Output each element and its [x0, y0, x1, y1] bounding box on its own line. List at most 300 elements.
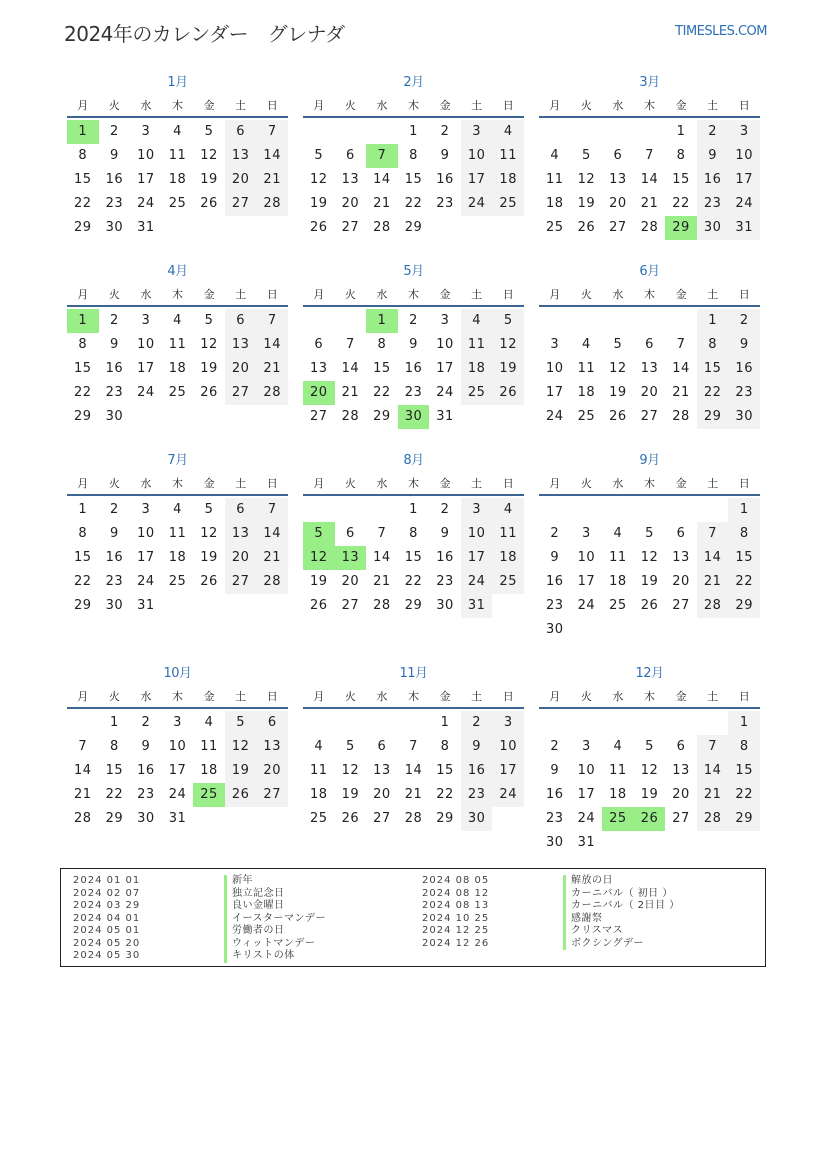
day-cell[interactable]: 17	[137, 550, 155, 565]
day-cell[interactable]: 5	[645, 526, 654, 541]
day-cell[interactable]: 17	[436, 361, 454, 376]
day-cell[interactable]: 9	[728, 333, 760, 357]
day-cell[interactable]: 6	[345, 148, 355, 163]
day-cell[interactable]: 6	[256, 711, 288, 735]
day-cell[interactable]: 28	[373, 598, 391, 613]
day-cell[interactable]: 2	[109, 502, 119, 517]
day-cell[interactable]: 24	[577, 811, 596, 826]
day-cell[interactable]: 17	[577, 574, 596, 589]
day-cell[interactable]: 9	[109, 526, 119, 541]
day-cell[interactable]: 11	[492, 144, 524, 168]
holiday-day-cell[interactable]: 5	[303, 522, 335, 546]
day-cell[interactable]: 7	[697, 522, 729, 546]
day-cell[interactable]: 8	[728, 735, 760, 759]
day-cell[interactable]: 5	[204, 124, 214, 139]
day-cell[interactable]: 28	[74, 811, 92, 826]
day-cell[interactable]: 22	[373, 385, 391, 400]
day-cell[interactable]: 17	[546, 385, 564, 400]
day-cell[interactable]: 19	[200, 361, 218, 376]
day-cell[interactable]: 10	[492, 735, 524, 759]
day-cell[interactable]: 12	[200, 148, 218, 163]
day-cell[interactable]: 27	[640, 409, 659, 424]
day-cell[interactable]: 22	[404, 196, 423, 211]
day-cell[interactable]: 13	[640, 361, 659, 376]
day-cell[interactable]: 5	[645, 739, 654, 754]
day-cell[interactable]: 3	[440, 313, 450, 328]
day-cell[interactable]: 27	[225, 381, 257, 405]
day-cell[interactable]: 8	[409, 526, 418, 541]
day-cell[interactable]: 14	[697, 546, 729, 570]
day-cell[interactable]: 30	[105, 598, 124, 613]
day-cell[interactable]: 27	[310, 409, 328, 424]
day-cell[interactable]: 19	[577, 196, 596, 211]
day-cell[interactable]: 6	[645, 337, 654, 352]
day-cell[interactable]: 5	[613, 337, 623, 352]
day-cell[interactable]: 8	[78, 148, 88, 163]
day-cell[interactable]: 1	[697, 309, 729, 333]
day-cell[interactable]: 29	[74, 409, 92, 424]
day-cell[interactable]: 11	[200, 739, 218, 754]
day-cell[interactable]: 26	[310, 220, 328, 235]
day-cell[interactable]: 6	[613, 148, 623, 163]
day-cell[interactable]: 16	[546, 574, 564, 589]
day-cell[interactable]: 24	[461, 570, 493, 594]
day-cell[interactable]: 10	[577, 550, 596, 565]
day-cell[interactable]: 23	[137, 787, 155, 802]
day-cell[interactable]: 17	[137, 172, 155, 187]
day-cell[interactable]: 2	[409, 313, 418, 328]
day-cell[interactable]: 3	[492, 711, 524, 735]
day-cell[interactable]: 27	[256, 783, 288, 807]
holiday-day-cell[interactable]: 30	[398, 405, 430, 429]
day-cell[interactable]: 22	[74, 574, 92, 589]
day-cell[interactable]: 21	[697, 570, 729, 594]
day-cell[interactable]: 13	[225, 144, 257, 168]
day-cell[interactable]: 31	[577, 835, 596, 850]
day-cell[interactable]: 28	[256, 570, 288, 594]
day-cell[interactable]: 22	[728, 783, 760, 807]
day-cell[interactable]: 16	[461, 759, 493, 783]
day-cell[interactable]: 25	[310, 811, 328, 826]
day-cell[interactable]: 6	[225, 120, 257, 144]
day-cell[interactable]: 23	[105, 574, 124, 589]
day-cell[interactable]: 14	[697, 759, 729, 783]
day-cell[interactable]: 30	[105, 409, 124, 424]
day-cell[interactable]: 10	[461, 144, 493, 168]
day-cell[interactable]: 27	[225, 570, 257, 594]
day-cell[interactable]: 1	[109, 715, 119, 730]
holiday-day-cell[interactable]: 12	[303, 546, 335, 570]
day-cell[interactable]: 3	[461, 498, 493, 522]
day-cell[interactable]: 19	[341, 787, 360, 802]
day-cell[interactable]: 13	[341, 172, 360, 187]
day-cell[interactable]: 16	[436, 172, 454, 187]
day-cell[interactable]: 6	[377, 739, 387, 754]
day-cell[interactable]: 2	[550, 526, 560, 541]
day-cell[interactable]: 20	[225, 357, 257, 381]
day-cell[interactable]: 14	[672, 361, 690, 376]
day-cell[interactable]: 25	[577, 409, 596, 424]
day-cell[interactable]: 21	[373, 574, 391, 589]
day-cell[interactable]: 29	[74, 220, 92, 235]
day-cell[interactable]: 13	[672, 550, 690, 565]
day-cell[interactable]: 22	[697, 381, 729, 405]
day-cell[interactable]: 24	[436, 385, 454, 400]
day-cell[interactable]: 6	[225, 309, 257, 333]
day-cell[interactable]: 16	[105, 361, 124, 376]
day-cell[interactable]: 14	[256, 333, 288, 357]
day-cell[interactable]: 4	[173, 313, 182, 328]
day-cell[interactable]: 4	[204, 715, 214, 730]
day-cell[interactable]: 15	[728, 759, 760, 783]
day-cell[interactable]: 1	[409, 124, 418, 139]
day-cell[interactable]: 7	[377, 526, 387, 541]
day-cell[interactable]: 27	[609, 220, 627, 235]
day-cell[interactable]: 11	[310, 763, 328, 778]
day-cell[interactable]: 16	[404, 361, 423, 376]
day-cell[interactable]: 21	[373, 196, 391, 211]
day-cell[interactable]: 10	[436, 337, 454, 352]
day-cell[interactable]: 15	[373, 361, 391, 376]
day-cell[interactable]: 1	[78, 502, 88, 517]
day-cell[interactable]: 30	[697, 216, 729, 240]
day-cell[interactable]: 12	[225, 735, 257, 759]
day-cell[interactable]: 19	[640, 574, 659, 589]
day-cell[interactable]: 25	[168, 574, 187, 589]
day-cell[interactable]: 18	[168, 361, 187, 376]
day-cell[interactable]: 28	[672, 409, 690, 424]
day-cell[interactable]: 12	[200, 337, 218, 352]
day-cell[interactable]: 20	[225, 168, 257, 192]
day-cell[interactable]: 31	[461, 594, 493, 618]
holiday-day-cell[interactable]: 29	[665, 216, 697, 240]
day-cell[interactable]: 20	[373, 787, 391, 802]
day-cell[interactable]: 30	[546, 835, 564, 850]
day-cell[interactable]: 29	[74, 598, 92, 613]
day-cell[interactable]: 26	[640, 598, 659, 613]
day-cell[interactable]: 6	[225, 498, 257, 522]
day-cell[interactable]: 30	[137, 811, 155, 826]
day-cell[interactable]: 24	[546, 409, 564, 424]
day-cell[interactable]: 4	[173, 502, 182, 517]
day-cell[interactable]: 4	[613, 526, 623, 541]
day-cell[interactable]: 17	[728, 168, 760, 192]
day-cell[interactable]: 19	[609, 385, 627, 400]
day-cell[interactable]: 16	[105, 550, 124, 565]
day-cell[interactable]: 4	[314, 739, 324, 754]
holiday-day-cell[interactable]: 25	[193, 783, 225, 807]
day-cell[interactable]: 7	[676, 337, 686, 352]
day-cell[interactable]: 6	[676, 526, 686, 541]
day-cell[interactable]: 31	[137, 598, 155, 613]
day-cell[interactable]: 22	[74, 385, 92, 400]
day-cell[interactable]: 19	[310, 574, 328, 589]
day-cell[interactable]: 26	[341, 811, 360, 826]
day-cell[interactable]: 18	[200, 763, 218, 778]
day-cell[interactable]: 21	[256, 546, 288, 570]
day-cell[interactable]: 9	[109, 148, 119, 163]
day-cell[interactable]: 20	[256, 759, 288, 783]
day-cell[interactable]: 4	[492, 498, 524, 522]
day-cell[interactable]: 4	[581, 337, 591, 352]
day-cell[interactable]: 7	[256, 120, 288, 144]
day-cell[interactable]: 28	[256, 192, 288, 216]
day-cell[interactable]: 29	[404, 220, 423, 235]
holiday-day-cell[interactable]: 1	[67, 309, 99, 333]
day-cell[interactable]: 25	[492, 570, 524, 594]
day-cell[interactable]: 20	[341, 196, 360, 211]
day-cell[interactable]: 25	[168, 385, 187, 400]
day-cell[interactable]: 6	[345, 526, 355, 541]
day-cell[interactable]: 7	[409, 739, 418, 754]
day-cell[interactable]: 22	[672, 196, 690, 211]
day-cell[interactable]: 9	[697, 144, 729, 168]
day-cell[interactable]: 8	[409, 148, 418, 163]
day-cell[interactable]: 2	[697, 120, 729, 144]
day-cell[interactable]: 15	[404, 550, 423, 565]
day-cell[interactable]: 9	[550, 763, 560, 778]
day-cell[interactable]: 23	[105, 385, 124, 400]
day-cell[interactable]: 20	[672, 787, 690, 802]
day-cell[interactable]: 26	[310, 598, 328, 613]
day-cell[interactable]: 27	[672, 811, 690, 826]
day-cell[interactable]: 13	[225, 333, 257, 357]
day-cell[interactable]: 29	[728, 594, 760, 618]
day-cell[interactable]: 29	[436, 811, 454, 826]
day-cell[interactable]: 30	[461, 807, 493, 831]
day-cell[interactable]: 23	[461, 783, 493, 807]
day-cell[interactable]: 3	[141, 124, 151, 139]
day-cell[interactable]: 7	[256, 498, 288, 522]
day-cell[interactable]: 27	[341, 220, 360, 235]
day-cell[interactable]: 21	[697, 783, 729, 807]
day-cell[interactable]: 28	[256, 381, 288, 405]
holiday-day-cell[interactable]: 1	[366, 309, 398, 333]
day-cell[interactable]: 18	[492, 546, 524, 570]
day-cell[interactable]: 13	[225, 522, 257, 546]
day-cell[interactable]: 16	[697, 168, 729, 192]
day-cell[interactable]: 10	[137, 148, 155, 163]
day-cell[interactable]: 19	[640, 787, 659, 802]
day-cell[interactable]: 15	[105, 763, 124, 778]
day-cell[interactable]: 25	[168, 196, 187, 211]
holiday-day-cell[interactable]: 25	[602, 807, 634, 831]
day-cell[interactable]: 9	[409, 337, 418, 352]
day-cell[interactable]: 12	[492, 333, 524, 357]
day-cell[interactable]: 4	[461, 309, 493, 333]
day-cell[interactable]: 29	[105, 811, 124, 826]
day-cell[interactable]: 17	[168, 763, 187, 778]
day-cell[interactable]: 13	[609, 172, 627, 187]
day-cell[interactable]: 24	[728, 192, 760, 216]
day-cell[interactable]: 18	[546, 196, 564, 211]
day-cell[interactable]: 8	[377, 337, 387, 352]
day-cell[interactable]: 11	[168, 337, 187, 352]
day-cell[interactable]: 14	[640, 172, 659, 187]
day-cell[interactable]: 1	[440, 715, 450, 730]
day-cell[interactable]: 22	[436, 787, 454, 802]
day-cell[interactable]: 18	[461, 357, 493, 381]
day-cell[interactable]: 9	[141, 739, 151, 754]
day-cell[interactable]: 2	[461, 711, 493, 735]
day-cell[interactable]: 17	[461, 546, 493, 570]
day-cell[interactable]: 12	[341, 763, 360, 778]
day-cell[interactable]: 21	[256, 357, 288, 381]
day-cell[interactable]: 13	[310, 361, 328, 376]
day-cell[interactable]: 25	[461, 381, 493, 405]
day-cell[interactable]: 22	[404, 574, 423, 589]
day-cell[interactable]: 16	[436, 550, 454, 565]
holiday-day-cell[interactable]: 20	[303, 381, 335, 405]
day-cell[interactable]: 16	[546, 787, 564, 802]
day-cell[interactable]: 14	[74, 763, 92, 778]
day-cell[interactable]: 23	[697, 192, 729, 216]
day-cell[interactable]: 25	[546, 220, 564, 235]
day-cell[interactable]: 11	[461, 333, 493, 357]
day-cell[interactable]: 2	[141, 715, 151, 730]
day-cell[interactable]: 1	[409, 502, 418, 517]
day-cell[interactable]: 25	[492, 192, 524, 216]
day-cell[interactable]: 19	[225, 759, 257, 783]
day-cell[interactable]: 12	[640, 550, 659, 565]
day-cell[interactable]: 18	[168, 172, 187, 187]
day-cell[interactable]: 26	[609, 409, 627, 424]
day-cell[interactable]: 23	[404, 385, 423, 400]
day-cell[interactable]: 28	[373, 220, 391, 235]
day-cell[interactable]: 20	[672, 574, 690, 589]
day-cell[interactable]: 18	[577, 385, 596, 400]
day-cell[interactable]: 3	[173, 715, 182, 730]
day-cell[interactable]: 17	[137, 361, 155, 376]
site-logo[interactable]: TIMESLES.COM	[675, 24, 767, 39]
day-cell[interactable]: 3	[728, 120, 760, 144]
day-cell[interactable]: 31	[137, 220, 155, 235]
day-cell[interactable]: 10	[137, 526, 155, 541]
day-cell[interactable]: 11	[168, 526, 187, 541]
day-cell[interactable]: 9	[461, 735, 493, 759]
day-cell[interactable]: 30	[436, 598, 454, 613]
day-cell[interactable]: 3	[141, 313, 151, 328]
day-cell[interactable]: 1	[676, 124, 686, 139]
day-cell[interactable]: 7	[645, 148, 654, 163]
day-cell[interactable]: 21	[672, 385, 690, 400]
day-cell[interactable]: 18	[609, 574, 627, 589]
day-cell[interactable]: 10	[461, 522, 493, 546]
day-cell[interactable]: 31	[168, 811, 187, 826]
day-cell[interactable]: 15	[74, 172, 92, 187]
day-cell[interactable]: 10	[137, 337, 155, 352]
day-cell[interactable]: 24	[137, 385, 155, 400]
day-cell[interactable]: 11	[546, 172, 564, 187]
day-cell[interactable]: 24	[461, 192, 493, 216]
day-cell[interactable]: 12	[640, 763, 659, 778]
day-cell[interactable]: 19	[200, 172, 218, 187]
day-cell[interactable]: 29	[697, 405, 729, 429]
day-cell[interactable]: 4	[173, 124, 182, 139]
day-cell[interactable]: 16	[728, 357, 760, 381]
day-cell[interactable]: 3	[550, 337, 560, 352]
day-cell[interactable]: 23	[105, 196, 124, 211]
day-cell[interactable]: 28	[640, 220, 659, 235]
day-cell[interactable]: 13	[256, 735, 288, 759]
day-cell[interactable]: 8	[78, 526, 88, 541]
day-cell[interactable]: 17	[492, 759, 524, 783]
day-cell[interactable]: 11	[609, 550, 627, 565]
day-cell[interactable]: 10	[728, 144, 760, 168]
day-cell[interactable]: 6	[676, 739, 686, 754]
day-cell[interactable]: 26	[200, 574, 218, 589]
day-cell[interactable]: 5	[204, 502, 214, 517]
day-cell[interactable]: 26	[225, 783, 257, 807]
day-cell[interactable]: 4	[613, 739, 623, 754]
day-cell[interactable]: 11	[577, 361, 596, 376]
day-cell[interactable]: 20	[640, 385, 659, 400]
day-cell[interactable]: 7	[697, 735, 729, 759]
day-cell[interactable]: 15	[672, 172, 690, 187]
day-cell[interactable]: 24	[137, 196, 155, 211]
day-cell[interactable]: 12	[200, 526, 218, 541]
day-cell[interactable]: 15	[74, 550, 92, 565]
day-cell[interactable]: 14	[341, 361, 360, 376]
day-cell[interactable]: 13	[373, 763, 391, 778]
day-cell[interactable]: 23	[436, 574, 454, 589]
day-cell[interactable]: 4	[492, 120, 524, 144]
day-cell[interactable]: 12	[609, 361, 627, 376]
day-cell[interactable]: 9	[550, 550, 560, 565]
day-cell[interactable]: 26	[200, 385, 218, 400]
day-cell[interactable]: 20	[341, 574, 360, 589]
day-cell[interactable]: 2	[109, 124, 119, 139]
day-cell[interactable]: 10	[168, 739, 187, 754]
day-cell[interactable]: 9	[440, 526, 450, 541]
day-cell[interactable]: 24	[137, 574, 155, 589]
day-cell[interactable]: 24	[492, 783, 524, 807]
day-cell[interactable]: 28	[697, 594, 729, 618]
day-cell[interactable]: 30	[728, 405, 760, 429]
day-cell[interactable]: 14	[256, 522, 288, 546]
day-cell[interactable]: 24	[168, 787, 187, 802]
day-cell[interactable]: 23	[728, 381, 760, 405]
day-cell[interactable]: 20	[225, 546, 257, 570]
day-cell[interactable]: 12	[577, 172, 596, 187]
day-cell[interactable]: 27	[672, 598, 690, 613]
day-cell[interactable]: 5	[204, 313, 214, 328]
day-cell[interactable]: 11	[492, 522, 524, 546]
day-cell[interactable]: 2	[440, 124, 450, 139]
day-cell[interactable]: 9	[440, 148, 450, 163]
day-cell[interactable]: 7	[78, 739, 88, 754]
day-cell[interactable]: 3	[581, 526, 591, 541]
day-cell[interactable]: 15	[404, 172, 423, 187]
day-cell[interactable]: 14	[404, 763, 423, 778]
day-cell[interactable]: 10	[577, 763, 596, 778]
day-cell[interactable]: 15	[74, 361, 92, 376]
day-cell[interactable]: 24	[577, 598, 596, 613]
day-cell[interactable]: 22	[728, 570, 760, 594]
day-cell[interactable]: 8	[697, 333, 729, 357]
day-cell[interactable]: 2	[440, 502, 450, 517]
day-cell[interactable]: 13	[672, 763, 690, 778]
day-cell[interactable]: 16	[105, 172, 124, 187]
day-cell[interactable]: 16	[137, 763, 155, 778]
day-cell[interactable]: 28	[341, 409, 360, 424]
day-cell[interactable]: 3	[141, 502, 151, 517]
day-cell[interactable]: 28	[697, 807, 729, 831]
day-cell[interactable]: 31	[436, 409, 454, 424]
day-cell[interactable]: 21	[640, 196, 659, 211]
day-cell[interactable]: 31	[728, 216, 760, 240]
day-cell[interactable]: 21	[404, 787, 423, 802]
